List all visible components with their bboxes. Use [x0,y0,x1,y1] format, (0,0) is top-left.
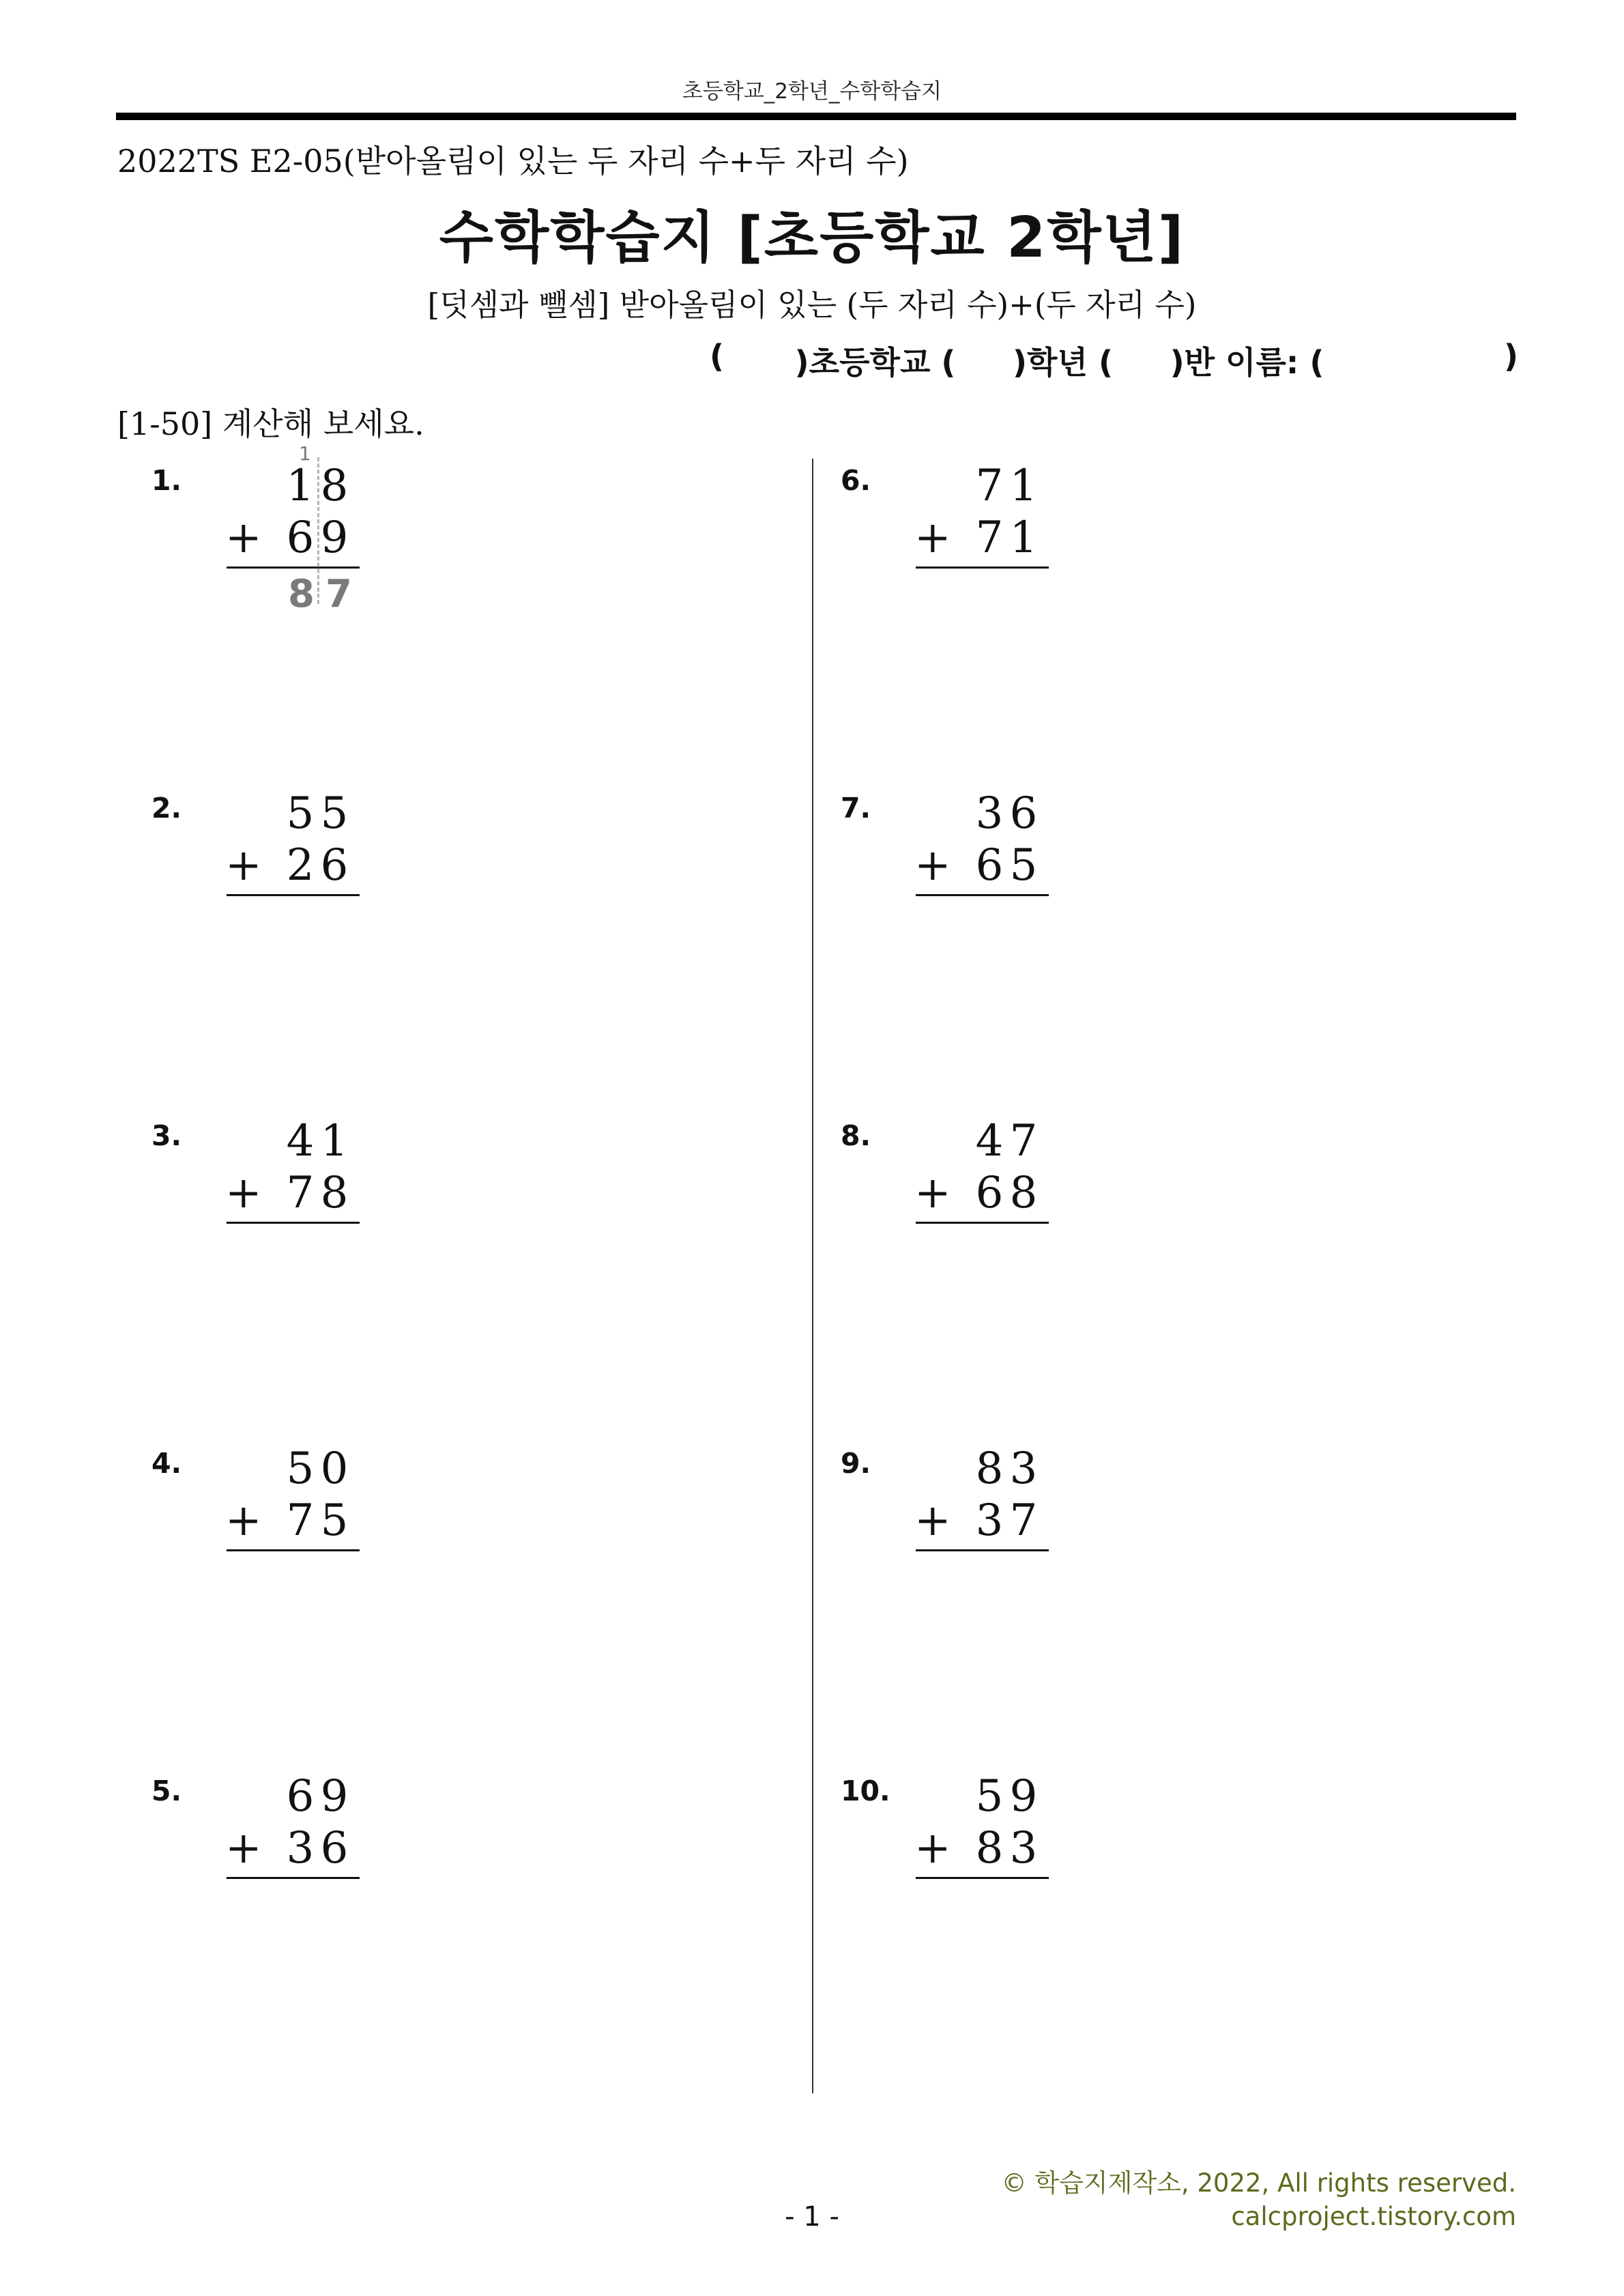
problem-8 [841,1116,1318,1324]
top-digit: 3 [975,788,1004,839]
top-digit: 9 [1009,1771,1038,1822]
page-number: - 1 - [785,2201,839,2233]
problem-number: 4. [151,1447,182,1480]
problem-5 [151,1771,629,1979]
copyright-notice: © 학습지제작소, 2022, All rights reserved. [1001,2168,1516,2198]
bottom-digit: 5 [320,1495,349,1546]
page-subtitle: [덧셈과 뺄셈] 받아올림이 있는 (두 자리 수)+(두 자리 수) [427,287,1197,323]
worksheet-code: 2022TS E2-05(받아올림이 있는 두 자리 수+두 자리 수) [117,143,909,180]
bottom-digit: 7 [286,1168,315,1218]
school-label: )초등학교 ( [794,344,956,381]
problem-3 [151,1116,629,1324]
plus-sign: + [225,1495,262,1546]
carry-digit: 1 [299,442,311,465]
top-digit: 5 [286,1444,315,1494]
problem-number: 2. [151,792,182,824]
plus-sign: + [225,1823,262,1874]
bottom-digit: 6 [286,513,315,563]
class-label: )반 이름: ( [1170,344,1324,381]
bottom-digit: 5 [1009,840,1038,891]
problem-4 [151,1444,629,1652]
bottom-digit: 7 [286,1495,315,1546]
problem-number: 9. [841,1447,871,1480]
place-value-guide [317,457,319,604]
grade-label: )학년 ( [1013,344,1113,381]
problem-number: 8. [841,1119,871,1152]
page-title: 수학학습지 [초등학교 2학년] [439,205,1185,270]
top-digit: 9 [320,1771,349,1822]
problem-1 [151,442,629,669]
student-info-line [710,338,1518,383]
answer-digit: 8 [288,572,315,616]
school-open-paren: ( [710,338,725,375]
plus-sign: + [914,513,951,563]
sum-line [916,1222,1049,1224]
sum-line [916,1549,1049,1551]
top-digit: 1 [1009,461,1038,511]
bottom-digit: 8 [320,1168,349,1218]
top-digit: 8 [975,1444,1004,1494]
top-digit: 5 [975,1771,1004,1822]
sum-line [916,566,1049,569]
top-digit: 6 [286,1771,315,1822]
problem-number: 7. [841,792,871,824]
sum-line [916,1877,1049,1879]
plus-sign: + [914,1168,951,1218]
problem-6 [841,461,1318,669]
top-digit: 6 [1009,788,1038,839]
problem-2 [151,788,629,996]
top-digit: 8 [320,461,349,511]
plus-sign: + [225,840,262,891]
header-rule [116,113,1516,120]
bottom-digit: 6 [975,1168,1004,1218]
bottom-digit: 7 [975,513,1004,563]
top-digit: 0 [320,1444,349,1494]
sum-line [227,1877,360,1879]
sum-line [227,566,360,569]
problem-10 [841,1771,1318,1979]
bottom-digit: 9 [320,513,349,563]
plus-sign: + [914,1495,951,1546]
top-digit: 7 [975,461,1004,511]
bottom-digit: 3 [1009,1823,1038,1874]
answer-digit: 7 [325,572,352,616]
bottom-digit: 8 [975,1823,1004,1874]
instruction: [1-50] 계산해 보세요. [117,405,424,442]
sum-line [227,1222,360,1224]
sum-line [227,1549,360,1551]
problem-number: 3. [151,1119,182,1152]
bottom-digit: 7 [1009,1495,1038,1546]
running-header: 초등학교_2학년_수학학습지 [682,79,942,104]
sum-line [227,894,360,896]
top-digit: 7 [1009,1116,1038,1166]
plus-sign: + [914,1823,951,1874]
column-divider [812,459,813,2093]
problem-number: 1. [151,464,182,497]
problem-9 [841,1444,1318,1652]
problem-7 [841,788,1318,996]
plus-sign: + [225,1168,262,1218]
bottom-digit: 6 [320,840,349,891]
name-close-paren: ) [1503,338,1518,375]
top-digit: 4 [975,1116,1004,1166]
plus-sign: + [225,513,262,563]
bottom-digit: 3 [975,1495,1004,1546]
top-digit: 1 [320,1116,349,1166]
top-digit: 5 [286,788,315,839]
top-digit: 5 [320,788,349,839]
bottom-digit: 6 [320,1823,349,1874]
top-digit: 3 [1009,1444,1038,1494]
problem-number: 10. [841,1775,890,1807]
bottom-digit: 3 [286,1823,315,1874]
top-digit: 4 [286,1116,315,1166]
plus-sign: + [914,840,951,891]
bottom-digit: 6 [975,840,1004,891]
sum-line [916,894,1049,896]
problem-number: 5. [151,1775,182,1807]
bottom-digit: 8 [1009,1168,1038,1218]
bottom-digit: 1 [1009,513,1038,563]
problem-number: 6. [841,464,871,497]
top-digit: 1 [286,461,315,511]
footer-url: calcproject.tistory.com [1231,2202,1516,2231]
bottom-digit: 2 [286,840,315,891]
